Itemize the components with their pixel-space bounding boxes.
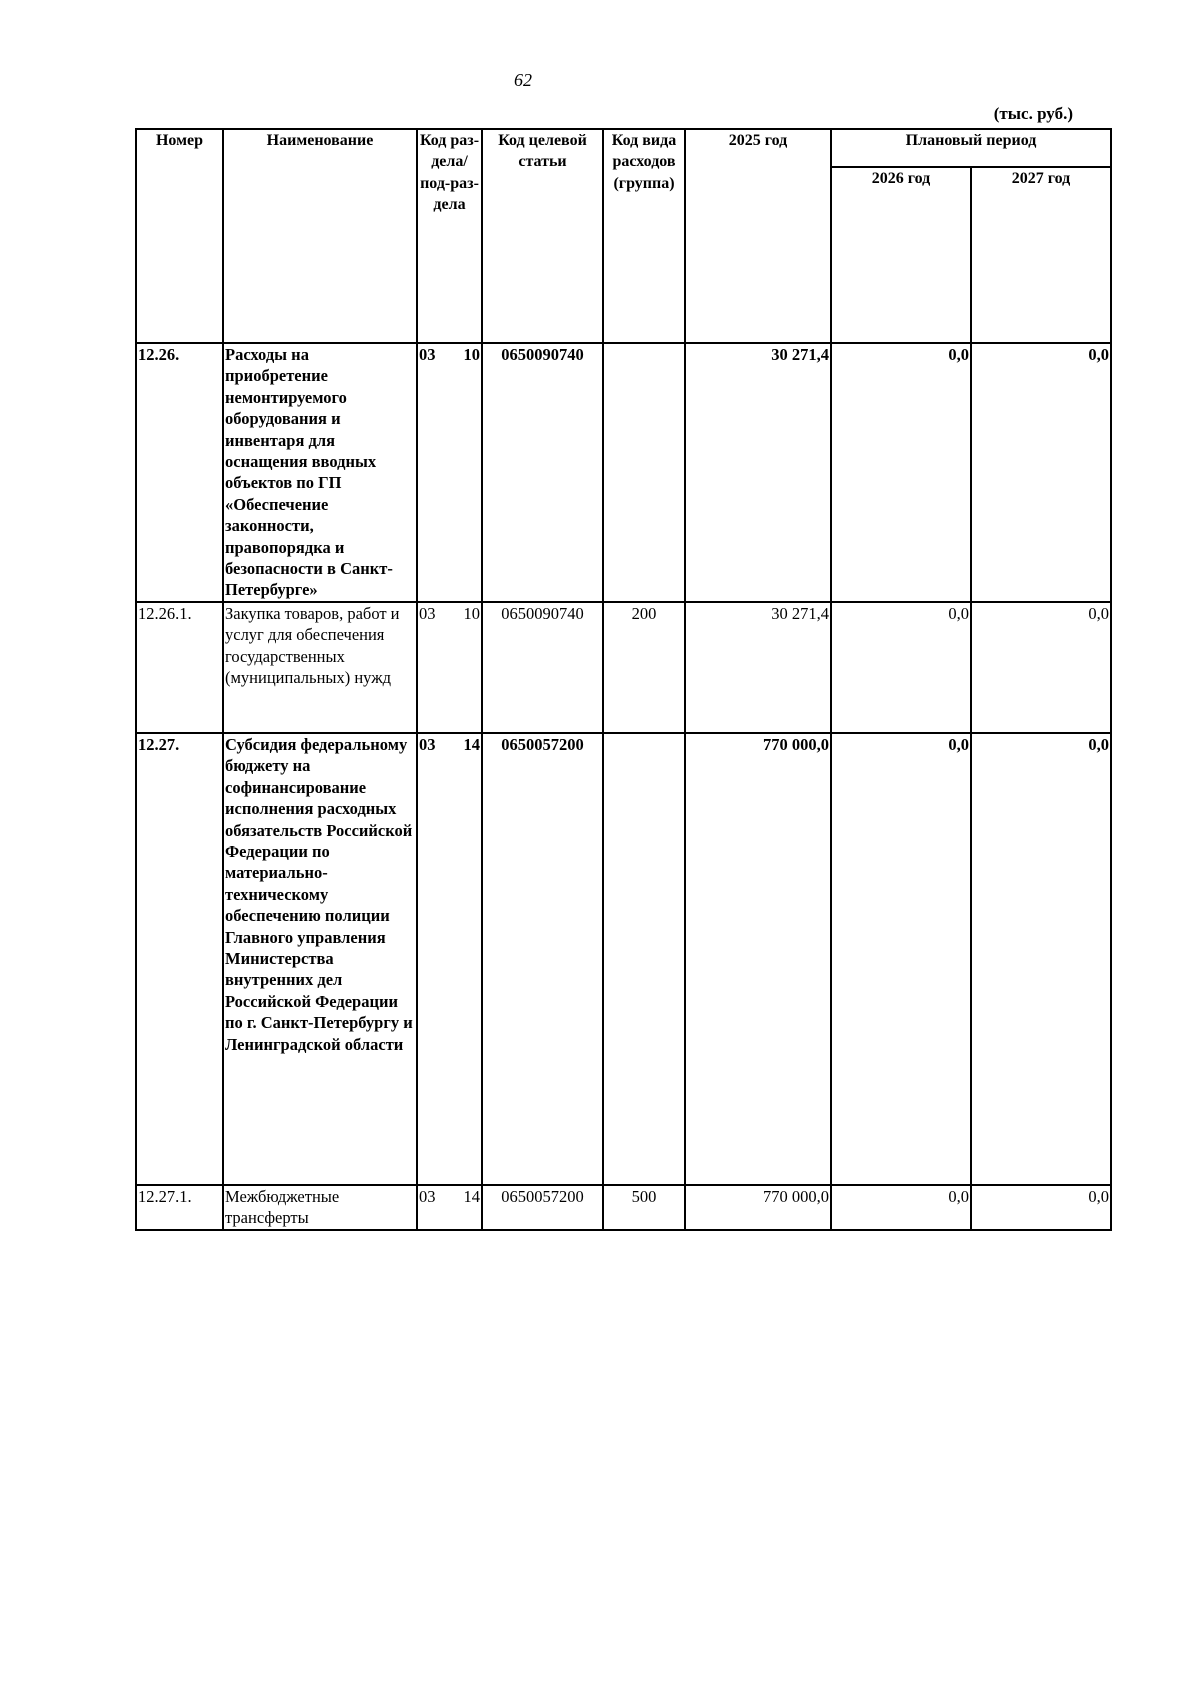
podrazdel-code: 10 [463, 604, 480, 623]
row-2026: 0,0 [831, 733, 971, 1185]
podrazdel-code: 14 [463, 735, 480, 754]
header-razdel: Код раз-дела/ под-раз-дела [417, 129, 482, 343]
row-vid [603, 343, 685, 602]
row-number: 12.26. [136, 343, 223, 602]
row-razdel [417, 1185, 482, 1230]
units-label: (тыс. руб.) [993, 104, 1073, 123]
row-razdel [417, 733, 482, 1185]
row-2025: 770 000,0 [685, 733, 831, 1185]
table-row [136, 343, 1111, 602]
row-2026: 0,0 [831, 1185, 971, 1230]
row-celevaya: 0650090740 [482, 602, 603, 733]
razdel-code: 03 [419, 345, 436, 364]
header-name: Наименование [223, 129, 417, 343]
row-vid: 500 [603, 1185, 685, 1230]
header-number: Номер [136, 129, 223, 343]
row-2026: 0,0 [831, 602, 971, 733]
row-vid [603, 733, 685, 1185]
table-row [136, 733, 1111, 1185]
row-celevaya: 0650057200 [482, 1185, 603, 1230]
row-number: 12.27.1. [136, 1185, 223, 1230]
header-plan-period: Плановый период [831, 129, 1111, 167]
row-name: Закупка товаров, работ и услуг для обеспечения государственных (муниципальных) нужд [223, 602, 417, 733]
row-number: 12.27. [136, 733, 223, 1185]
row-name: Субсидия федеральному бюджету на софинансирование исполнения расходных обязательств Российской Федерации по материально-техническому обеспечению полиции Главного управления Министерства внутренних дел Российской Федерации по г. Санкт-Петербургу и Ленинградской области [223, 733, 417, 1185]
table-row [136, 602, 1111, 733]
row-2027: 0,0 [971, 602, 1111, 733]
row-2025: 770 000,0 [685, 1185, 831, 1230]
header-vid: Код вида расходов (группа) [603, 129, 685, 343]
row-razdel [417, 602, 482, 733]
table-header [136, 129, 1111, 343]
row-2027: 0,0 [971, 343, 1111, 602]
header-2027: 2027 год [971, 167, 1111, 343]
table-row [136, 1185, 1111, 1230]
row-2027: 0,0 [971, 1185, 1111, 1230]
podrazdel-code: 14 [463, 1187, 480, 1206]
razdel-code: 03 [419, 1187, 436, 1206]
razdel-code: 03 [419, 604, 436, 623]
row-2025: 30 271,4 [685, 343, 831, 602]
page-number: 62 [514, 70, 532, 90]
row-name: Межбюджетные трансферты [223, 1185, 417, 1230]
row-2027: 0,0 [971, 733, 1111, 1185]
row-celevaya: 0650057200 [482, 733, 603, 1185]
table-body [136, 343, 1111, 1230]
row-vid: 200 [603, 602, 685, 733]
row-celevaya: 0650090740 [482, 343, 603, 602]
header-celevaya: Код целевой статьи [482, 129, 603, 343]
row-name: Расходы на приобретение немонтируемого оборудования и инвентаря для оснащения вводных объектов по ГП «Обеспечение законности, правопорядка и безопасности в Санкт-Петербурге» [223, 343, 417, 602]
row-number: 12.26.1. [136, 602, 223, 733]
header-2025: 2025 год [685, 129, 831, 343]
razdel-code: 03 [419, 735, 436, 754]
row-razdel [417, 343, 482, 602]
row-2026: 0,0 [831, 343, 971, 602]
podrazdel-code: 10 [463, 345, 480, 364]
budget-table [135, 128, 1112, 1231]
row-2025: 30 271,4 [685, 602, 831, 733]
header-2026: 2026 год [831, 167, 971, 343]
